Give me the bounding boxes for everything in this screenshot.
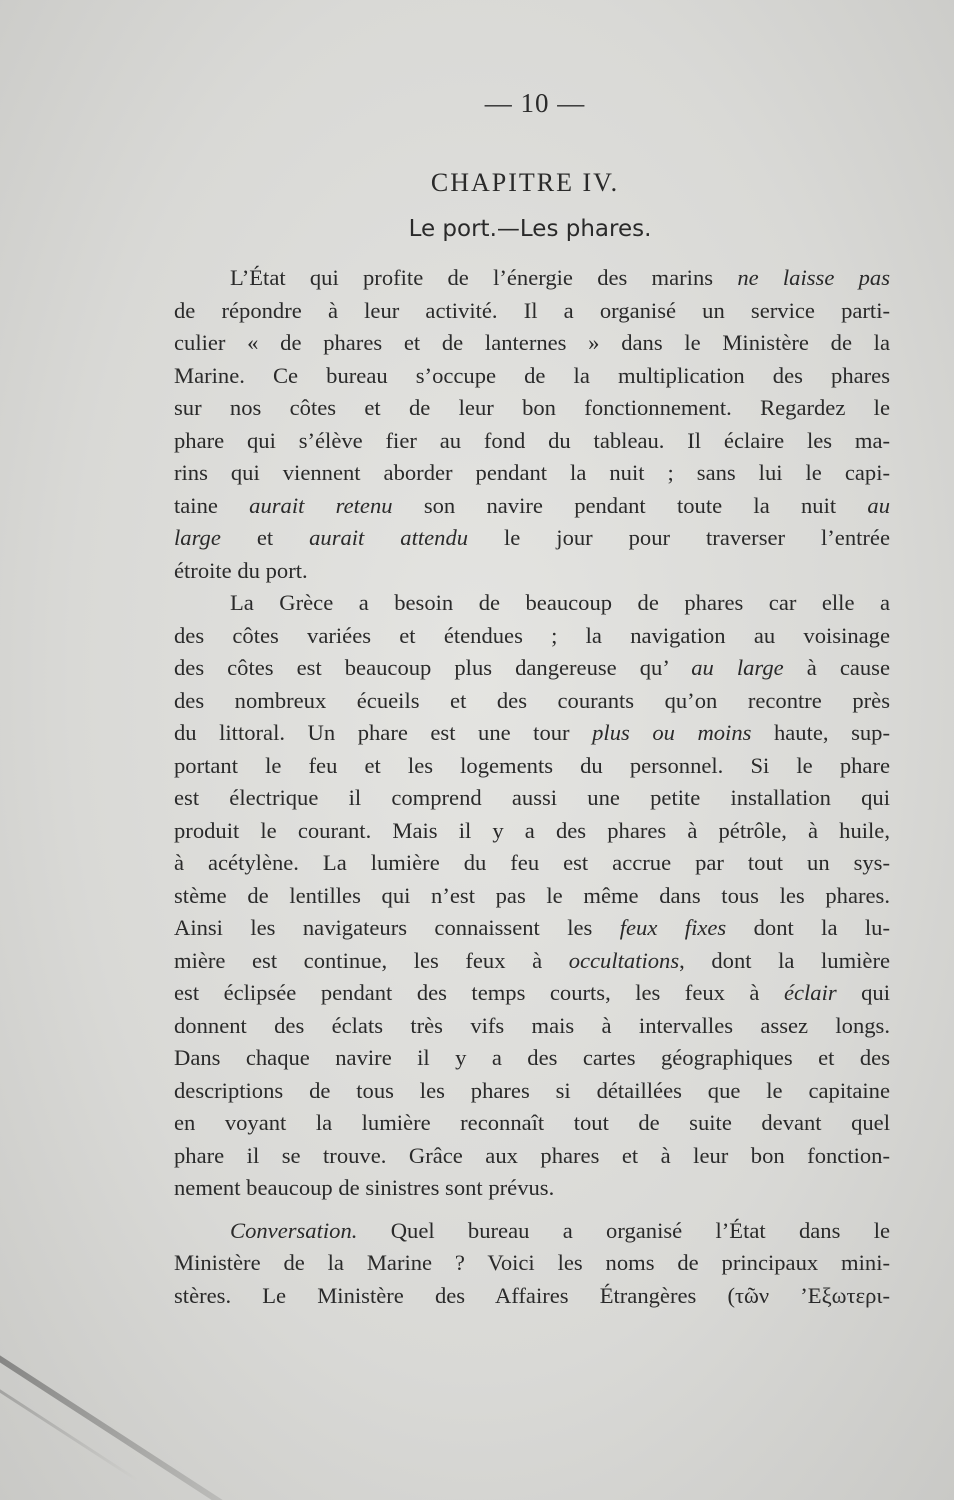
text-line [174,360,890,393]
text-run: produit le courant. Mais il y a des phares à pétrôle, à huile, [174,817,890,843]
text-run: dont la lu- [726,915,890,940]
text-run: son navire pendant toute la nuit [392,492,868,518]
text-run: Ministère de la Marine ? Voici les noms de principaux mini- [174,1250,890,1275]
italic-text: feux fixes [619,915,727,940]
text-line [174,750,890,783]
paragraph-gap [174,1205,890,1215]
text-line [174,392,890,425]
text-line [174,425,890,458]
text-run: , dont la lumière [679,947,891,973]
italic-text: large [174,525,221,550]
text-line [174,620,890,653]
text-run: haute, sup- [751,720,890,745]
text-run: Dans chaque navire il y a des cartes géographiques et des [174,1045,890,1070]
text-line [174,847,890,880]
text-line [174,945,890,978]
text-line [174,457,890,490]
text-run: phare qui s’élève fier au fond du tableau. Il éclaire les ma- [174,427,890,453]
text-line [174,1042,890,1075]
text-line [174,1280,890,1313]
italic-text: au large [691,655,784,680]
text-run: qui [836,980,890,1005]
text-run: des nombreux écueils et des courants qu’on recontre près [174,687,890,713]
text-line [174,685,890,718]
text-run: est électrique il comprend aussi une petite installation qui [174,785,890,810]
text-run: nement beaucoup de sinistres sont prévus. [174,1175,555,1200]
text-line [174,262,890,295]
text-line [174,912,890,945]
text-run: le jour pour traverser l’entrée [468,525,890,550]
italic-text: Conversation. [230,1217,358,1243]
text-line [174,1140,890,1173]
italic-text: aurait retenu [249,492,393,518]
text-line [174,880,890,913]
text-run: descriptions de tous les phares si détaillées que le capitaine [174,1077,890,1103]
text-run: La Grèce a besoin de beaucoup de phares car elle a [230,590,890,615]
italic-text: éclair [783,980,837,1005]
text-line [174,1172,890,1205]
text-run: phare il se trouve. Grâce aux phares et à leur bon fonction- [174,1142,890,1168]
text-line [174,717,890,750]
text-run: en voyant la lumière reconnaît tout de suite devant quel [174,1110,890,1135]
text-run: L’État qui profite de l’énergie des marins [230,265,738,290]
text-line [174,295,890,328]
body-text [174,262,890,1312]
text-line [174,652,890,685]
text-line [174,327,890,360]
text-line [174,782,890,815]
text-run: Ainsi les navigateurs connaissent les [174,915,620,940]
paragraph [174,262,890,587]
page-fold-mark-secondary [0,1370,139,1481]
text-run: sur nos côtes et de leur bon fonctionnement. Regardez le [174,395,890,420]
text-run: est éclipsée pendant des temps courts, les feux à [174,980,784,1005]
text-run: à acétylène. La lumière du feu est accrue par tout un sys- [174,850,890,875]
text-run: étroite du port. [174,557,308,583]
italic-text: occultations [568,947,680,973]
paragraph [174,1215,890,1313]
text-run: donnent des éclats très vifs mais à intervalles assez longs. [174,1012,890,1038]
text-line [174,587,890,620]
text-run: rins qui viennent aborder pendant la nuit ; sans lui le capi- [174,460,890,485]
text-line [174,977,890,1010]
text-run: taine [174,492,250,518]
italic-text: ne laisse pas [737,265,890,290]
italic-text: plus ou moins [592,720,752,745]
text-run: Quel bureau a organisé l’État dans le [357,1217,890,1243]
text-line [174,555,890,588]
text-line [174,1107,890,1140]
text-run: de répondre à leur activité. Il a organisé un service parti- [174,297,890,323]
section-title: Le port.—Les phares. [408,216,652,242]
text-line [174,1215,890,1248]
paragraph [174,587,890,1205]
text-run: stères. Le Ministère des Affaires Étrangères (τῶν ’Εξωτερι- [174,1282,890,1308]
text-run: portant le feu et les logements du personnel. Si le phare [174,752,890,778]
text-line [174,815,890,848]
text-run: et [220,525,310,550]
text-run: du littoral. Un phare est une tour [174,720,593,745]
italic-text: aurait attendu [309,525,469,550]
text-line [174,490,890,523]
text-line [174,1075,890,1108]
text-run: mière est continue, les feux à [174,947,569,973]
italic-text: au [867,492,890,518]
text-run: des côtes est beaucoup plus dangereuse qu’ [174,655,692,680]
text-line [174,1247,890,1280]
chapter-title: CHAPITRE IV. [430,168,620,197]
text-run: culier « de phares et de lanternes » dans le Ministère de la [174,330,890,355]
text-line [174,1010,890,1043]
text-run: Marine. Ce bureau s’occupe de la multiplication des phares [174,362,890,388]
text-run: stème de lentilles qui n’est pas le même dans tous les phares. [174,882,890,908]
text-run: des côtes variées et étendues ; la navigation au voisinage [174,622,890,648]
text-run: à cause [783,655,891,680]
page-fold-mark [0,1330,314,1500]
text-line [174,522,890,555]
page-number: — 10 — [484,88,586,118]
